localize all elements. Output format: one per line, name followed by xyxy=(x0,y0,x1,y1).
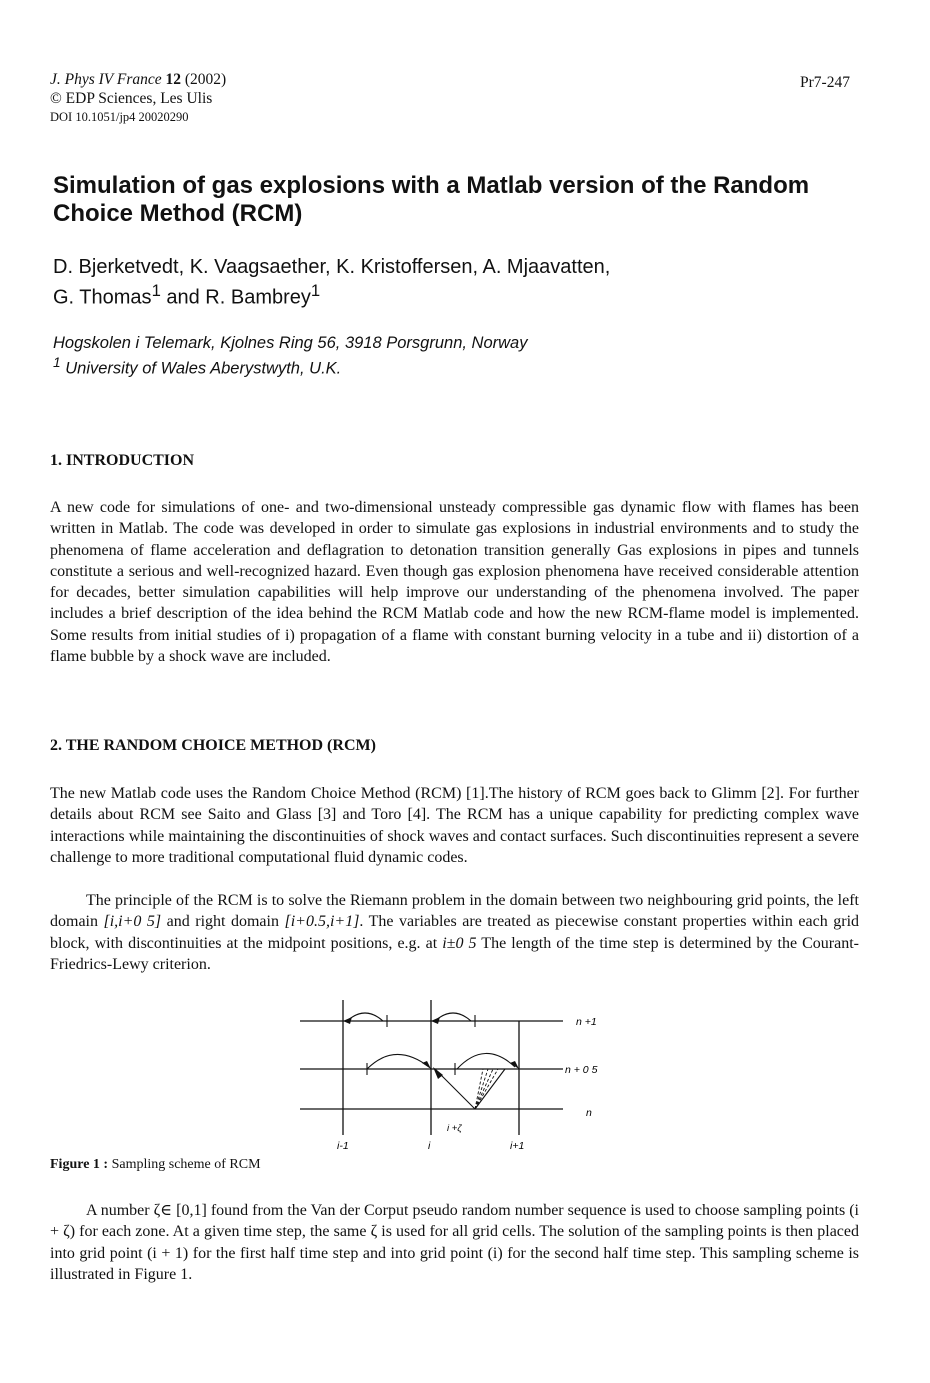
label-n1: n +1 xyxy=(576,1016,597,1028)
affiliation-1: Hogskolen i Telemark, Kjolnes Ring 56, 3918 Porsgrunn, Norway xyxy=(53,334,528,352)
affil-mark: 1 xyxy=(53,355,61,370)
authors-line-1: D. Bjerketvedt, K. Vaagsaether, K. Kristoffersen, A. Mjaavatten, xyxy=(53,256,611,278)
figure-label: Figure 1 : xyxy=(50,1157,109,1172)
midpoint: i±0 5 xyxy=(442,934,477,952)
authors xyxy=(53,255,883,310)
rcm-paragraph-1: The new Matlab code uses the Random Choice Method (RCM) [1].The history of RCM goes back to Glimm [2]. For further details about RCM see Saito and Glass [3] and Toro [4]. The RCM has a unique capability for predicting complex wave interactions while maintaining the discontinuities of shock waves and contact surfaces. Such discontinuities represent a severe challenge to more traditional computational fluid dynamic codes. xyxy=(50,785,859,866)
sampling-arc xyxy=(457,1053,515,1069)
sampling-arc xyxy=(347,1013,383,1021)
label-im1: i-1 xyxy=(337,1140,349,1152)
doi: DOI 10.1051/jp4 20020290 xyxy=(50,110,189,124)
journal-name: J. Phys IV France xyxy=(50,71,162,88)
label-n05: n + 0 5 xyxy=(565,1064,598,1076)
sampling-arc xyxy=(435,1013,471,1021)
paper-title: Simulation of gas explosions with a Matlab version of the Random Choice Method (RCM) xyxy=(53,172,810,227)
affiliations xyxy=(53,333,883,379)
author-thomas: G. Thomas xyxy=(53,286,152,309)
arrow-head xyxy=(431,1017,440,1024)
sampling-arc xyxy=(367,1054,429,1069)
label-n: n xyxy=(586,1107,592,1119)
arrow-head xyxy=(510,1061,519,1069)
page-number: Pr7-247 xyxy=(800,74,850,91)
author-bambrey: and R. Bambrey xyxy=(160,286,311,309)
running-header xyxy=(50,70,226,127)
figure-caption xyxy=(50,1157,261,1173)
affil-mark: 1 xyxy=(151,281,161,300)
section-heading-introduction: 1. INTRODUCTION xyxy=(50,452,195,469)
arrow-head xyxy=(422,1061,431,1069)
introduction-paragraph: A new code for simulations of one- and two-dimensional unsteady compressible gas dynamic flow with flames has been written in Matlab. The code was developed in order to simulate gas explosions in industrial environments and to study the phenomena of flame acceleration and deflagration to detonation transition generally Gas explosions in pipes and tunnels constitute a serious and well-recognized hazard. Even though gas explosion phenomena have received considerable attention for decades, better simulation capabilities will help improve our understanding of the phenomena involved. The paper includes a brief description of the idea behind the RCM Matlab code and how the new RCM-flame model is implemented. Some results from initial studies of i) propagation of a flame with constant burning velocity in a tube and ii) distortion of a flame bubble by a shock wave are included. xyxy=(50,499,859,666)
label-zeta: i +ζ xyxy=(447,1123,462,1134)
left-domain: [i,i+0 5] xyxy=(103,913,162,931)
affiliation-2-text: University of Wales Aberystwyth, U.K. xyxy=(60,359,342,378)
affil-mark: 1 xyxy=(310,281,321,300)
journal-volume: 12 xyxy=(165,71,181,88)
right-domain: [i+0.5,i+1] xyxy=(284,913,360,931)
publisher: © EDP Sciences, Les Ulis xyxy=(50,90,213,107)
arrow-head xyxy=(343,1017,352,1024)
journal-line xyxy=(50,70,226,89)
figure-caption-text: Sampling scheme of RCM xyxy=(108,1157,261,1172)
rcm-paragraph-2: The principle of the RCM is to solve the Riemann problem in the domain between two neighbouring grid points, the left domain [i,i+0 5] and right domain [i+0.5,i+1]. The variables are treated as piecewise constant properties within each grid block, with discontinuities at the midpoint positions, e.g. at i±0 5 The length of the time step is determined by the Courant-Friedrics-Lewy criterion. xyxy=(50,892,860,973)
label-i: i xyxy=(428,1140,431,1152)
rcm-paragraph-3: A number ζ∈ [0,1] found from the Van der Corput pseudo random number sequence is used to choose sampling points (i + ζ) for each zone. At a given time step, the same ζ is used for all grid cells. The solution of the sampling points is then placed into grid point (i + 1) for the first half time step and into grid point (i) for the second half time step. This sampling scheme is illustrated in Figure 1. xyxy=(50,1202,859,1283)
journal-year: (2002) xyxy=(184,71,227,88)
figure-sampling-scheme xyxy=(295,995,625,1155)
label-ip1: i+1 xyxy=(510,1140,525,1152)
authors-line-2 xyxy=(53,279,883,310)
affiliation-2 xyxy=(53,353,883,379)
section-heading-rcm: 2. THE RANDOM CHOICE METHOD (RCM) xyxy=(50,737,376,754)
